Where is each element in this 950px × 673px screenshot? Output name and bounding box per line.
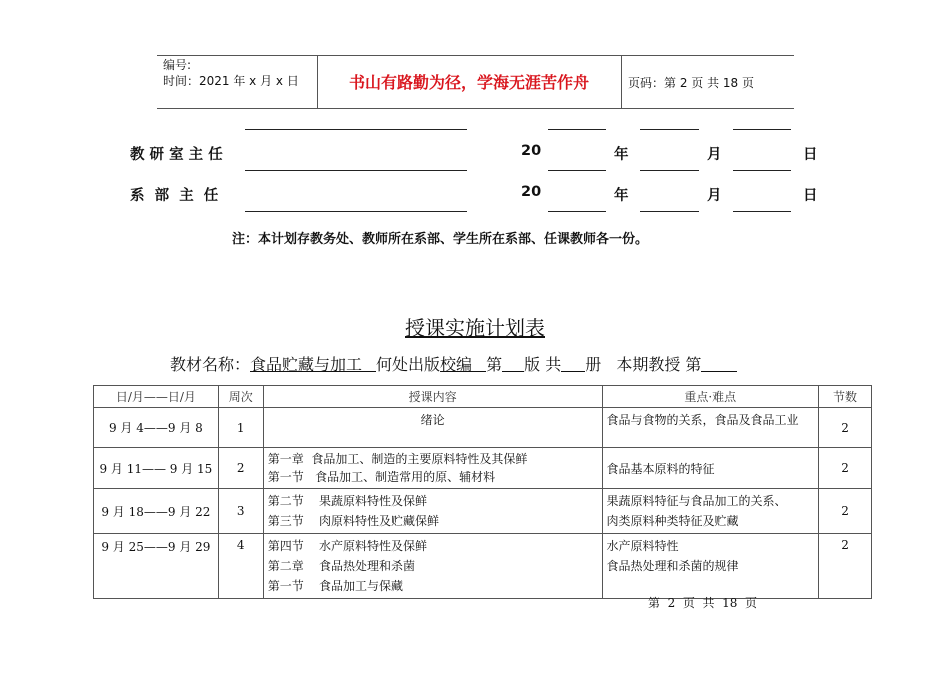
content-line: 第二章 食品热处理和杀菌 bbox=[267, 559, 415, 573]
row-hours: 2 bbox=[819, 534, 872, 599]
content-line: 第一章 食品加工、制造的主要原料特性及其保鲜 bbox=[267, 452, 528, 466]
edition-prefix: 第 bbox=[486, 355, 503, 374]
motto: 书山有路勤为径，学海无涯苦作舟 bbox=[348, 73, 589, 92]
term-field[interactable] bbox=[701, 357, 737, 372]
row-hours: 2 bbox=[819, 489, 872, 534]
row-week: 3 bbox=[218, 489, 263, 534]
focus-line: 肉类原料种类特征及贮藏 bbox=[606, 514, 739, 528]
page-info: 页码：第 2 页 共 18 页 bbox=[628, 76, 754, 90]
row-date: 9 月 4——9 月 8 bbox=[94, 408, 219, 448]
document-number-label: 编号: bbox=[163, 58, 192, 72]
page-footer: 第 2 页 共 18 页 bbox=[648, 596, 758, 610]
date-line bbox=[548, 129, 606, 130]
director-day-unit: 日 bbox=[803, 147, 818, 163]
row-hours: 2 bbox=[819, 408, 872, 448]
dept-head-year-unit: 年 bbox=[614, 188, 629, 204]
date-line bbox=[733, 129, 791, 130]
director-sign-field[interactable] bbox=[245, 170, 467, 171]
textbook-label: 教材名称： bbox=[170, 355, 251, 374]
document-time: 时间：2021 年 x 月 x 日 bbox=[163, 74, 299, 88]
row-date: 9 月 18——9 月 22 bbox=[94, 489, 219, 534]
dept-head-year: 20 bbox=[521, 184, 542, 200]
volume-prefix: 共 bbox=[545, 355, 562, 374]
row-content bbox=[263, 408, 602, 448]
content-line: 第一节 食品加工、制造常用的原、辅材料 bbox=[267, 470, 496, 484]
signature-line bbox=[245, 129, 467, 130]
director-year-unit: 年 bbox=[614, 147, 629, 163]
volume-suffix: 册 bbox=[585, 355, 602, 374]
publisher: 何处出版 bbox=[376, 355, 441, 374]
focus-line: 食品热处理和杀菌的规律 bbox=[606, 559, 739, 573]
dept-head-label: 系 部 主 任 bbox=[130, 188, 219, 204]
blank-field bbox=[472, 357, 486, 372]
term-label: 第 bbox=[685, 355, 702, 374]
header-meta bbox=[163, 57, 299, 89]
dept-head-month-field[interactable] bbox=[640, 211, 699, 212]
content-line: 绪论 bbox=[420, 413, 445, 427]
header-top-rule bbox=[157, 55, 794, 56]
content-line: 第二节 果蔬原料特性及保鲜 bbox=[267, 494, 427, 508]
director-year: 20 bbox=[521, 143, 542, 159]
textbook-name: 食品贮藏与加工 bbox=[250, 355, 363, 374]
header-hours: 节数 bbox=[819, 386, 872, 408]
table-header-row bbox=[94, 386, 872, 408]
dept-head-month-unit: 月 bbox=[707, 188, 722, 204]
row-focus bbox=[602, 489, 819, 534]
table-row bbox=[94, 489, 872, 534]
row-date: 9 月 11—— 9 月 15 bbox=[94, 448, 219, 489]
director-month-field[interactable] bbox=[640, 170, 699, 171]
content-line: 第四节 水产原料特性及保鲜 bbox=[267, 539, 427, 553]
dept-head-sign-field[interactable] bbox=[245, 211, 467, 212]
table-row bbox=[94, 448, 872, 489]
row-hours: 2 bbox=[819, 448, 872, 489]
edit-type: 校编 bbox=[440, 355, 473, 374]
director-month-unit: 月 bbox=[707, 147, 722, 163]
row-date: 9 月 25——9 月 29 bbox=[94, 534, 219, 599]
content-line: 第三节 肉原料特性及贮藏保鲜 bbox=[267, 514, 439, 528]
volume-field[interactable] bbox=[561, 357, 585, 372]
director-label: 教 研 室 主 任 bbox=[130, 147, 223, 163]
focus-line: 水产原料特性 bbox=[606, 539, 679, 553]
row-week: 2 bbox=[218, 448, 263, 489]
row-content bbox=[263, 448, 602, 489]
row-week: 1 bbox=[218, 408, 263, 448]
row-week: 4 bbox=[218, 534, 263, 599]
dept-head-day-field[interactable] bbox=[733, 211, 791, 212]
textbook-line bbox=[170, 352, 737, 375]
header-week: 周次 bbox=[218, 386, 263, 408]
table-row bbox=[94, 408, 872, 448]
focus-line: 果蔬原料特征与食品加工的关系、 bbox=[606, 494, 787, 508]
focus-line: 食品与食物的关系，食品及食品工业 bbox=[606, 413, 799, 427]
header-date: 日/月——日/月 bbox=[94, 386, 219, 408]
director-year-field[interactable] bbox=[548, 170, 606, 171]
header-content: 授课内容 bbox=[263, 386, 602, 408]
page-title-text: 授课实施计划表 bbox=[405, 316, 545, 340]
content-line: 第一节 食品加工与保藏 bbox=[267, 579, 403, 593]
row-focus bbox=[602, 408, 819, 448]
schedule-table bbox=[93, 385, 872, 599]
header-divider bbox=[621, 56, 622, 108]
dept-head-year-field[interactable] bbox=[548, 211, 606, 212]
row-focus bbox=[602, 448, 819, 489]
row-content bbox=[263, 534, 602, 599]
blank-field bbox=[362, 357, 376, 372]
term-prefix: 本期教授 bbox=[616, 355, 681, 374]
table-row bbox=[94, 534, 872, 599]
dept-head-day-unit: 日 bbox=[803, 188, 818, 204]
date-line bbox=[640, 129, 699, 130]
header-focus: 重点·难点 bbox=[602, 386, 819, 408]
distribution-note: 注：本计划存教务处、教师所在系部、学生所在系部、任课教师各一份。 bbox=[232, 232, 649, 247]
header-bottom-rule bbox=[157, 108, 794, 109]
edition-suffix: 版 bbox=[524, 355, 541, 374]
edition-field[interactable] bbox=[502, 357, 524, 372]
row-content bbox=[263, 489, 602, 534]
director-day-field[interactable] bbox=[733, 170, 791, 171]
row-focus bbox=[602, 534, 819, 599]
page-title bbox=[0, 312, 950, 341]
focus-line: 食品基本原料的特征 bbox=[606, 461, 715, 476]
